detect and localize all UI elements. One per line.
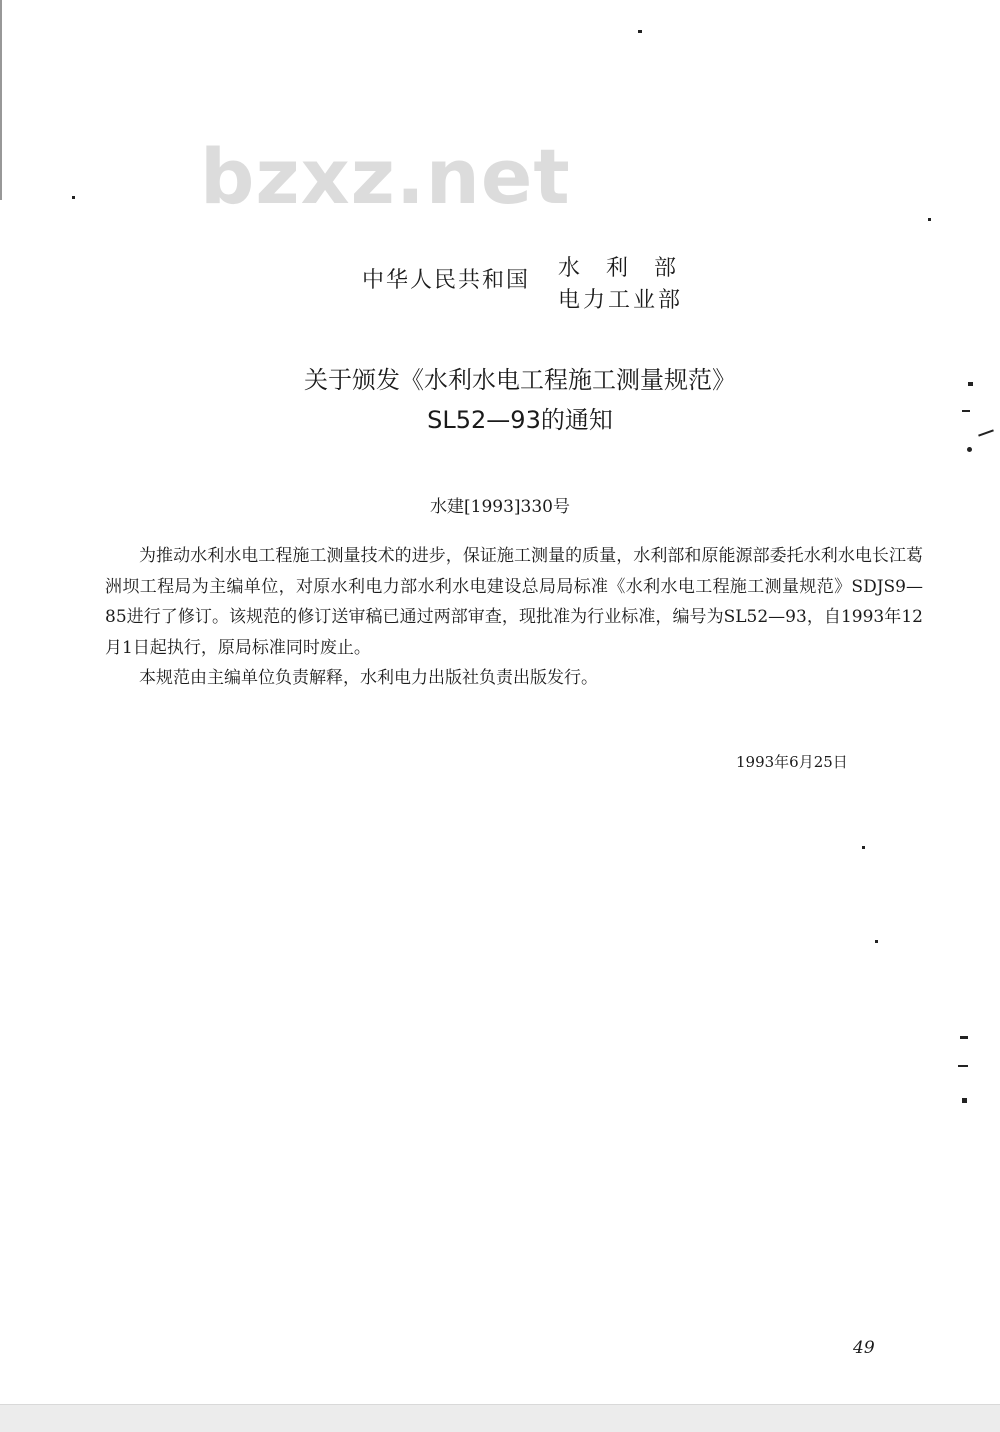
scan-speck [875, 940, 878, 943]
issuer-header [362, 255, 702, 319]
notice-body [105, 541, 923, 694]
issuer-ministry-water: 水利部 [558, 256, 703, 281]
scan-speck [962, 1098, 967, 1103]
scan-speck [962, 410, 970, 412]
scan-speck [638, 30, 642, 33]
scan-speck [967, 447, 972, 452]
scan-speck [960, 1036, 968, 1039]
scan-speck [72, 196, 75, 199]
notice-title-line-2: SL52—93的通知 [427, 406, 613, 434]
notice-title-line-1: 关于颁发《水利水电工程施工测量规范》 [304, 366, 736, 394]
body-paragraph-1: 为推动水利水电工程施工测量技术的进步，保证施工测量的质量，水利部和原能源部委托水利水电长江葛洲坝工程局为主编单位，对原水利电力部水利水电建设总局局标准《水利水电工程施工测量规范》SDJS9—85进行了修订。该规范的修订送审稿已通过两部审查，现批准为行业标准，编号为SL52—93，自1993年12月1日起执行，原局标准同时废止。 [105, 546, 923, 658]
scan-speck [958, 1065, 968, 1067]
document-number: 水建[1993]330号 [430, 497, 570, 517]
body-paragraph-2: 本规范由主编单位负责解释，水利电力出版社负责出版发行。 [139, 668, 598, 688]
page-number: 49 [853, 1338, 875, 1358]
scan-speck [968, 382, 973, 386]
issuer-ministry-power: 电力工业部 [558, 288, 684, 313]
scan-bottom-band [0, 1404, 1000, 1432]
scan-speck [862, 846, 865, 849]
page-edge [0, 0, 8, 200]
issuer-country: 中华人民共和国 [362, 268, 531, 293]
watermark: bzxz.net [200, 132, 571, 221]
scan-speck [928, 218, 931, 221]
notice-date: 1993年6月25日 [736, 753, 848, 771]
